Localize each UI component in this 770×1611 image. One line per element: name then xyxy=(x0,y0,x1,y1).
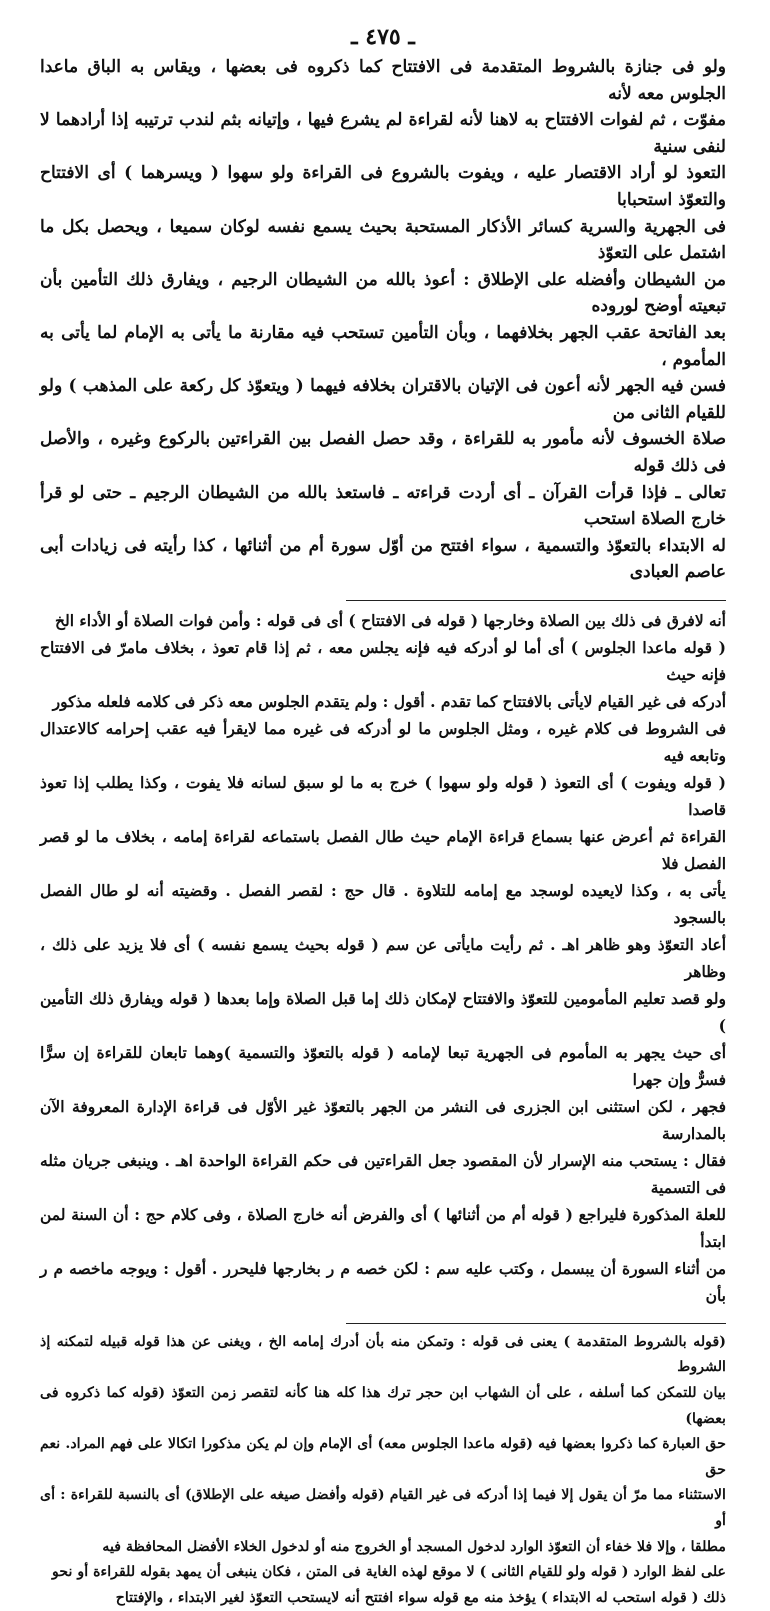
commentary-one-line: ( قوله ماعدا الجلوس ) أى أما لو أدركه فيه فإنه يجلس معه ، ثم إذا قام تعوذ ، بخلاف مامرّ فى الافتتاح فإنه حيث xyxy=(40,637,726,684)
page-number: ـ ٤٧٥ ـ xyxy=(351,24,415,50)
main-text-line: فسن فيه الجهر لأنه أعون فى الإتيان بالاقتران بخلافه فيهما ( ويتعوّذ كل ركعة على المذهب ) ولو للقيام الثانى من xyxy=(40,376,726,423)
commentary-one-line: أنه لافرق فى ذلك بين الصلاة وخارجها ( قوله فى الافتتاح ) أى فى قوله : وأمن فوات الصلاة أو الأداء الخ xyxy=(55,610,726,630)
commentary-one-line: أى حيث يجهر به المأموم فى الجهرية تبعا لإمامه ( قوله بالتعوّذ والتسمية )وهما تابعان للقراءة إن سرًّا فسرٌّ وإن جهرا xyxy=(40,1042,726,1089)
commentary-one-line: ولو قصد تعليم المأمومين للتعوّذ والافتتاح لإمكان ذلك إما قبل الصلاة وإما بعدها ( قوله ويفارق ذلك التأمين ) xyxy=(40,988,726,1035)
commentary-two-line: حق العبارة كما ذكروا بعضها فيه (قوله ماعدا الجلوس معه) أى الإمام وإن لم يكن مذكورا اتكالا على فهم المراد. نعم حق xyxy=(40,1436,726,1478)
main-text-line: بعد الفاتحة عقب الجهر بخلافهما ، وبأن التأمين تستحب فيه مقارنة ما يأتى به الإمام لما يأتى به المأموم ، xyxy=(40,322,726,370)
commentary-two-line: ذلك ( قوله استحب له الابتداء ) يؤخذ منه مع قوله سواء افتتح أنه لايستحب التعوّذ لغير الابتداء ، والإفتتاح xyxy=(115,1589,726,1606)
main-text-line: فى الجهرية والسرية كسائر الأذكار المستحبة بحيث يسمع نفسه لوكان سميعا ، ويحصل بكل ما اشتمل على التعوّذ xyxy=(40,216,726,264)
commentary-one-line: أعاد التعوّذ وهو ظاهر اهـ . ثم رأيت مايأتى عن سم ( قوله بحيث يسمع نفسه ) أى فلا يزيد على ذلك ، وظاهر xyxy=(40,934,726,981)
commentary-one-line: أدركه فى غير القيام لايأتى بالافتتاح كما تقدم . أقول : ولم يتقدم الجلوس معه ذكر فى كلامه فلعله مذكور xyxy=(52,691,726,711)
commentary-two-line: بيان للتمكن كما أسلفه ، على أن الشهاب ابن حجر ترك هذا كله هنا كأنه لتقصر زمن التعوّذ (قوله كما ذكروه فى بعضها) xyxy=(40,1385,726,1427)
main-text xyxy=(40,54,726,586)
commentary-one-line: فى الشروط فى كلام غيره ، ومثل الجلوس ما لو أدركه فى غيره مما لايقرأ فيه عقب إحرامه كالاعتدال وتابعه فيه xyxy=(40,718,726,765)
commentary-one-line: للعلة المذكورة فليراجع ( قوله أم من أثنائها ) أى والفرض أنه خارج الصلاة ، وفى كلام حج : أن السنة لمن ابتدأ xyxy=(40,1204,726,1251)
commentary-one xyxy=(40,607,726,1309)
commentary-one-line: يأتى به ، وكذا لايعيده لوسجد مع إمامه للتلاوة . قال حج : لقصر الفصل . وقضيته أنه لو طال الفصل بالسجود xyxy=(40,880,726,927)
commentary-one-line: فقال : يستحب منه الإسرار لأن المقصود جعل القراءتين فى حكم القراءة الواحدة اهـ . وينبغى جريان مثله فى التسمية xyxy=(40,1150,726,1197)
main-text-line: مفوّت ، ثم لفوات الافتتاح به لاهنا لأنه لقراءة لم يشرع فيها ، وإتيانه بثم لندب ترتيبه إذا أرادهما لا لنفى سنية xyxy=(40,110,726,157)
commentary-one-line: فجهر ، لكن استثنى ابن الجزرى فى النشر من الجهر بالتعوّذ غير الأوّل فى قراءة الإدارة المعروفة الآن بالمدارسة xyxy=(40,1096,726,1143)
commentary-one-line: ( قوله ويفوت ) أى التعوذ ( قوله ولو سهوا ) خرج به ما لو سبق لسانه فلا يفوت ، وكذا يطلب إذا تعوذ قاصدا xyxy=(40,772,726,819)
commentary-two xyxy=(40,1330,726,1611)
main-text-line: من الشيطان وأفضله على الإطلاق : أعوذ بالله من الشيطان الرجيم ، ويفارق ذلك التأمين بأن تبعيته أوضح لوروده xyxy=(40,269,726,317)
footnote-divider xyxy=(346,1323,726,1324)
commentary-one-line: من أثناء السورة أن يبسمل ، وكتب عليه سم : لكن خصه م ر بخارجها فليحرر . أقول : ويوجه ماخصه م ر بأن xyxy=(40,1258,726,1305)
commentary-one-line: القراءة ثم أعرض عنها بسماع قراءة الإمام حيث طال الفصل باستماعه لقراءة إمامه ، بخلاف ما لو قصر الفصل فلا xyxy=(40,826,726,873)
main-text-line: تعالى ـ فإذا قرأت القرآن ـ أى أردت قراءته ـ فاستعذ بالله من الشيطان الرجيم ـ حتى لو قرأ خارج الصلاة استحب xyxy=(40,482,726,530)
main-text-line: التعوذ لو أراد الاقتصار عليه ، ويفوت بالشروع فى القراءة ولو سهوا ( ويسرهما ) أى الافتتاح والتعوّذ استحبابا xyxy=(40,163,726,210)
main-text-line: صلاة الخسوف لأنه مأمور به للقراءة ، وقد حصل الفصل بين القراءتين بالركوع وغيره ، والأصل فى ذلك قوله xyxy=(40,429,726,476)
main-text-line: ولو فى جنازة بالشروط المتقدمة فى الافتتاح كما ذكروه فى بعضها ، ويقاس به الباق ماعدا الجلوس معه لأنه xyxy=(40,57,726,104)
commentary-two-line: على لفظ الوارد ( قوله ولو للقيام الثانى ) لا موقع لهذه الغاية فى المتن ، فكان ينبغى أن يمهد بقوله للقراءة أو نحو xyxy=(52,1564,726,1581)
commentary-two-line: مطلقا ، وإلا فلا خفاء أن التعوّذ الوارد لدخول المسجد أو الخروج منه أو لدخول الخلاء الأفضل المحافظة فيه xyxy=(102,1538,726,1555)
main-text-line: له الابتداء بالتعوّذ والتسمية ، سواء افتتح من أوّل سورة أم من أثنائها ، كذا رأيته فى زيادات أبى عاصم العبادى xyxy=(40,535,726,583)
commentary-two-line: الاستثناء مما مرّ أن يقول إلا فيما إذا أدركه فى غير القيام (قوله وأفضل صيغه على الإطلاق) أى بالنسبة للقراءة : أى أو xyxy=(40,1487,726,1530)
commentary-two-line: (قوله بالشروط المتقدمة ) يعنى فى قوله : وتمكن منه بأن أدرك إمامه الخ ، ويغنى عن هذا قوله قبيله لتمكنه إذ الشروط xyxy=(40,1333,726,1376)
footnote-divider xyxy=(346,600,726,601)
